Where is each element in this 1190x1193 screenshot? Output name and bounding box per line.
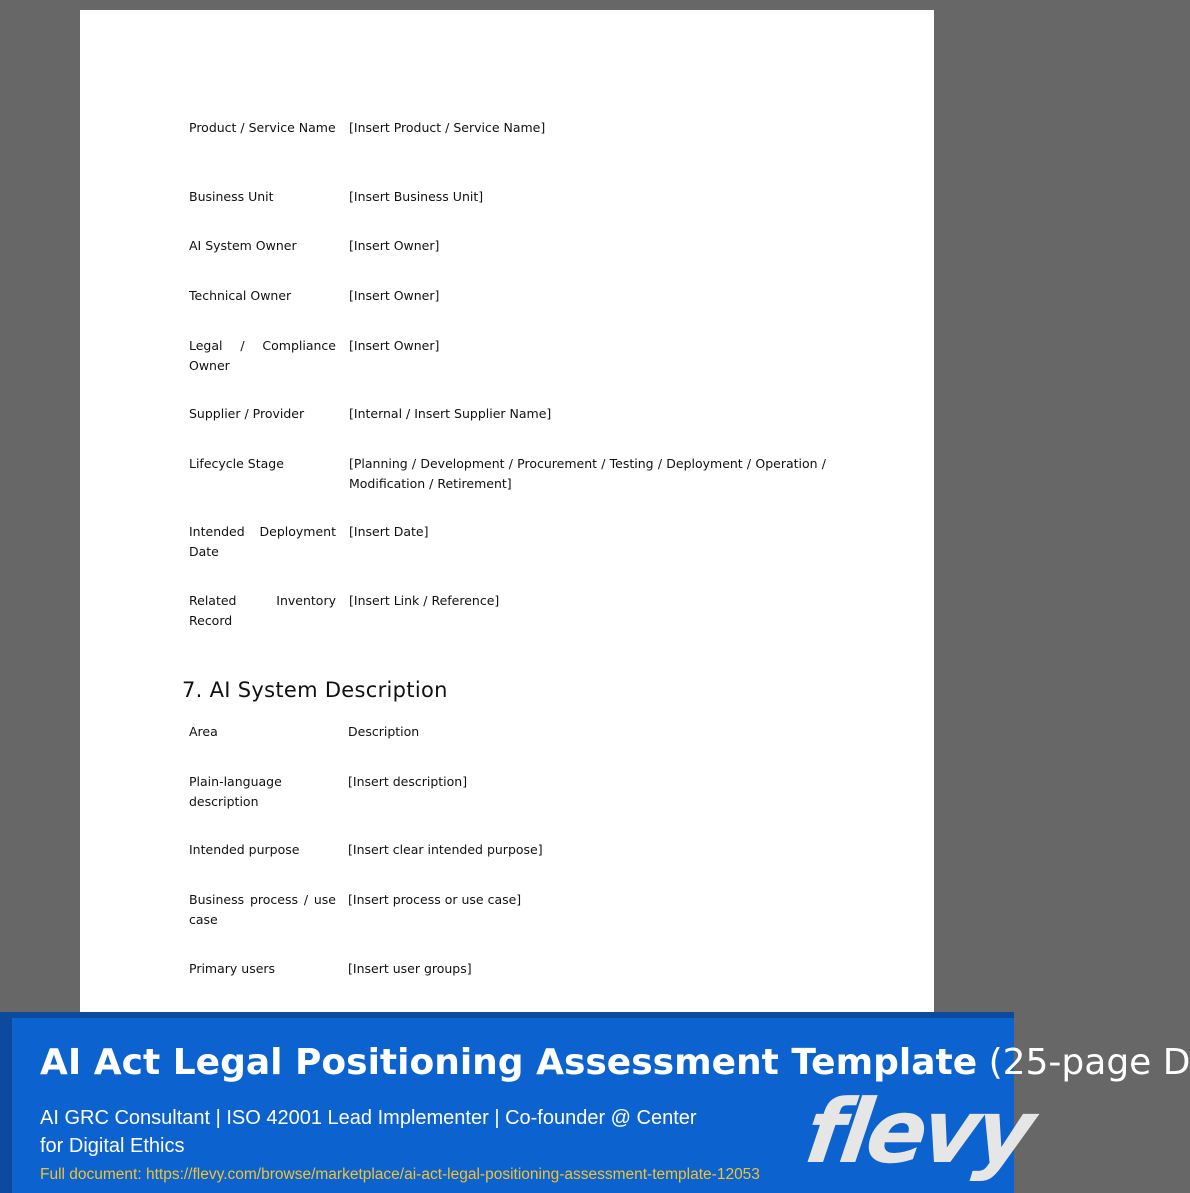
- field-value: [Insert Product / Service Name]: [349, 120, 546, 135]
- field-label: AI System Owner: [189, 238, 297, 253]
- description-cell: [Insert user groups]: [348, 961, 472, 976]
- banner-title-pages: (25-page D: [988, 1042, 1190, 1083]
- area-cell: Plain-language description: [189, 774, 282, 809]
- field-label: Product / Service Name: [189, 120, 336, 135]
- field-label: Intended Deployment Date: [189, 524, 336, 559]
- field-label: Business Unit: [189, 189, 274, 204]
- field-value: [Insert Link / Reference]: [349, 593, 500, 608]
- field-value: [Internal / Insert Supplier Name]: [349, 406, 552, 421]
- column-header-area: Area: [189, 724, 218, 739]
- description-cell: [Insert process or use case]: [348, 892, 522, 907]
- area-cell: Intended purpose: [189, 842, 300, 857]
- banner-title: [40, 1042, 1190, 1083]
- field-value: [Insert Owner]: [349, 288, 440, 303]
- field-label: Legal / Compliance Owner: [189, 338, 336, 373]
- field-value: [Insert Business Unit]: [349, 189, 484, 204]
- flevy-logo: flevy: [799, 1080, 1038, 1183]
- column-header-description: Description: [348, 724, 420, 739]
- field-value: [Insert Owner]: [349, 238, 440, 253]
- field-value: [Insert Owner]: [349, 338, 440, 353]
- field-label: Related Inventory Record: [189, 593, 336, 628]
- full-document-link[interactable]: Full document: https://flevy.com/browse/marketplace/ai-act-legal-positioning-assessment-template-12053: [40, 1166, 760, 1183]
- description-cell: [Insert description]: [348, 774, 468, 789]
- field-label: Lifecycle Stage: [189, 456, 284, 471]
- banner-title-bold: AI Act Legal Positioning Assessment Template: [40, 1042, 978, 1083]
- promo-banner-panel: [12, 1018, 1190, 1193]
- area-cell: Business process / use case: [189, 892, 336, 927]
- field-value: [Insert Date]: [349, 524, 429, 539]
- description-cell: [Insert clear intended purpose]: [348, 842, 543, 857]
- document-page: [80, 10, 934, 1020]
- banner-author: AI GRC Consultant | ISO 42001 Lead Implementer | Co-founder @ Center for Digital Ethics: [40, 1107, 697, 1157]
- promo-banner: [0, 1012, 1190, 1193]
- area-cell: Primary users: [189, 961, 276, 976]
- field-value: [Planning / Development / Procurement / Testing / Deployment / Operation / Modification / Retirement]: [349, 456, 826, 491]
- field-label: Technical Owner: [189, 288, 292, 303]
- section-heading: 7. AI System Description: [182, 678, 448, 702]
- field-label: Supplier / Provider: [189, 406, 305, 421]
